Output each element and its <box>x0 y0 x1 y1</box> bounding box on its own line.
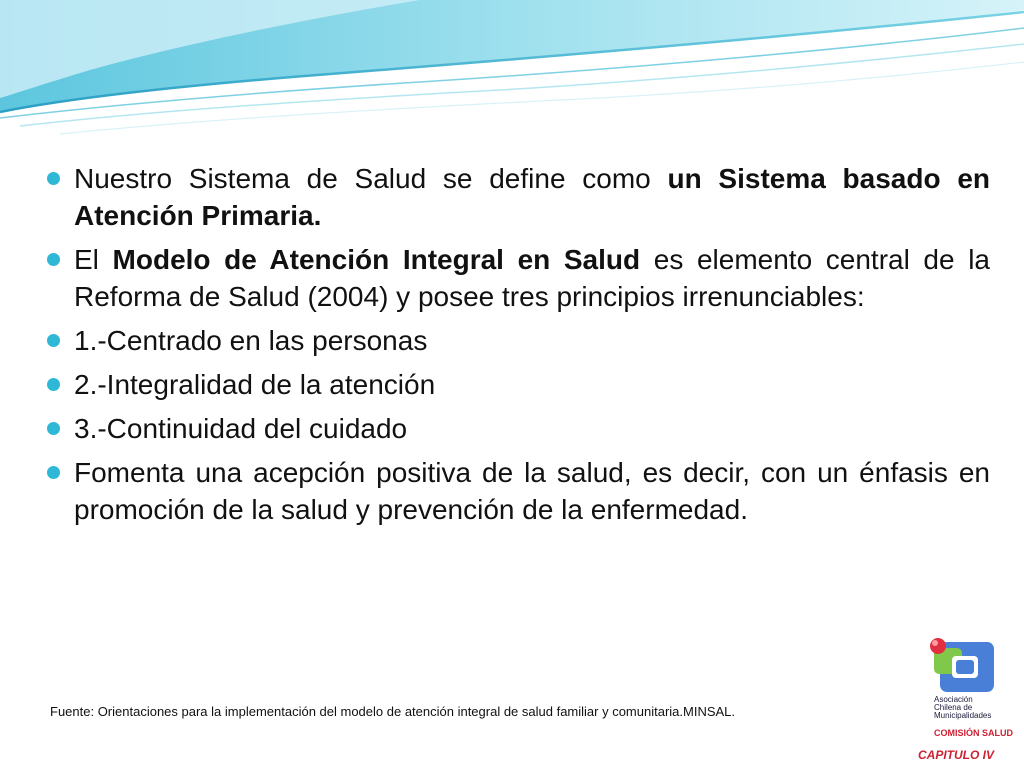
header-wave-decoration <box>0 0 1024 140</box>
bullet-item <box>44 241 990 315</box>
bullet-text: Fomenta una acepción positiva de la salud, es decir, con un énfasis en promoción de la salud y prevención de la enfermedad. <box>74 457 990 525</box>
bullet-text: Nuestro Sistema de Salud se define como <box>74 163 668 194</box>
bullet-dot-icon <box>47 466 60 479</box>
bullet-item <box>44 160 990 234</box>
chapter-label: CAPITULO IV <box>918 748 995 762</box>
bullet-item <box>44 366 990 403</box>
bullet-text: El <box>74 244 113 275</box>
association-name-line: Chilena de <box>934 703 973 712</box>
content-bullet-list <box>44 160 990 535</box>
bullet-text: es elemento central de la Reforma de Salud (2004) y posee tres principios irrenunciables: <box>74 244 990 312</box>
association-logo-icon <box>926 636 996 694</box>
association-name-line: Asociación <box>934 695 973 704</box>
bullet-dot-icon <box>47 253 60 266</box>
association-name <box>934 696 1006 720</box>
bullet-dot-icon <box>47 378 60 391</box>
bullet-text: 1.-Centrado en las personas <box>74 325 428 356</box>
commission-label: COMISIÓN SALUD <box>934 728 1014 738</box>
bullet-item <box>44 410 990 447</box>
association-logo <box>922 636 1014 766</box>
bullet-dot-icon <box>47 172 60 185</box>
bullet-text: 3.-Continuidad del cuidado <box>74 413 408 444</box>
bullet-dot-icon <box>47 422 60 435</box>
bullet-text: 2.-Integralidad de la atención <box>74 369 436 400</box>
bullet-text-bold: un Sistema basado en Atención Primaria. <box>74 163 990 231</box>
association-name-line: Municipalidades <box>934 711 992 720</box>
bullet-text-bold: Modelo de Atención Integral en Salud <box>112 244 641 275</box>
bullet-item <box>44 454 990 528</box>
source-footnote: Fuente: Orientaciones para la implementación del modelo de atención integral de salud familiar y comunitaria.MINSAL. <box>50 704 736 719</box>
bullet-item <box>44 322 990 359</box>
bullet-dot-icon <box>47 334 60 347</box>
